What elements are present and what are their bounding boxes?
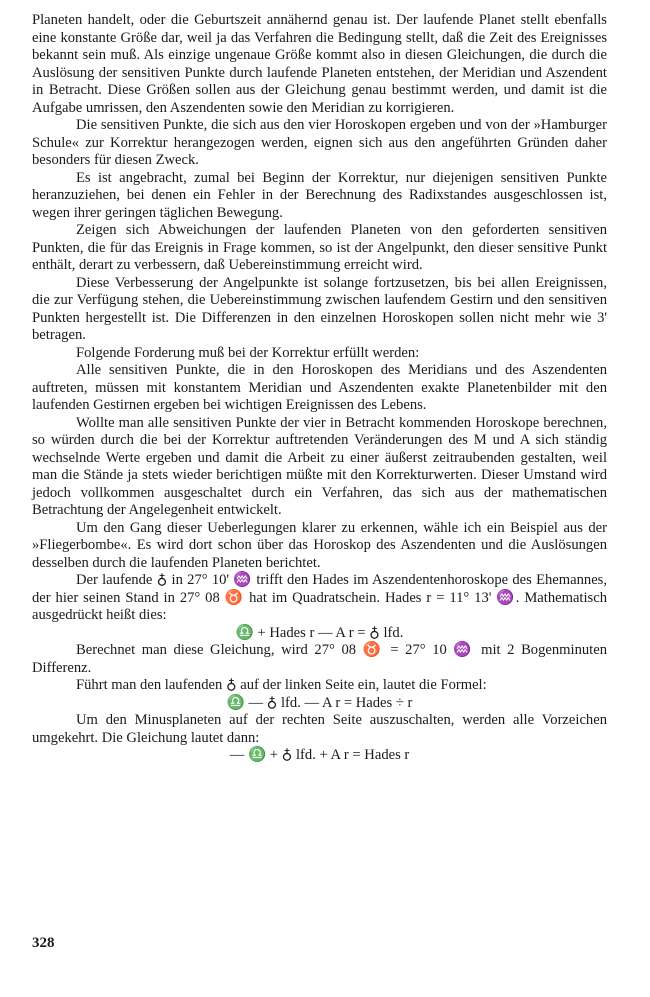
paragraph-1: Planeten handelt, oder die Geburtszeit annähernd genau ist. Der laufende Planet stellt ebenfalls eine konstante Größe dar, weil ja das Verfahren die Bedingung stellt, daß die Zeit des Ereignisses bekannt sein muß. Als einzige ungenaue Größe kommt also in diesen Gleichungen, die durch die Auslösung der sensitiven Punkte durch laufende Planeten entstehen, der Meridian und Aszendent in Betracht. Diese Größen sollen aus der Gleichung genau bestimmt werden, und damit ist die Aufgabe umrissen, den Aszendenten sowie den Meridian zu korrigieren.	[32, 12, 607, 116]
paragraph-7: Alle sensitiven Punkte, die in den Horoskopen des Meridians und des Aszendenten auftreten, müssen mit konstantem Meridian und Aszendenten exakte Planetenbilder mit den laufenden Gestirnen ergeben bei wichtigen Ereignissen des Lebens.	[32, 362, 607, 413]
paragraph-13: Um den Minusplaneten auf der rechten Seite auszuschalten, werden alle Vorzeichen umgekehrt. Die Gleichung lautet dann:	[32, 712, 607, 746]
paragraph-5: Diese Verbesserung der Angelpunkte ist solange fortzusetzen, bis bei allen Ereignissen, die zur Verfügung stehen, die Uebereinstimmung zwischen laufendem Gestirn und den sensitiven Punkten hergestellt ist. Die Differenzen in den einzelnen Horoskopen sollen nicht mehr wie 3' betragen.	[32, 274, 607, 343]
paragraph-6: Folgende Forderung muß bei der Korrektur erfüllt werden:	[76, 344, 420, 361]
paragraph-2: Die sensitiven Punkte, die sich aus den vier Horoskopen ergeben und von der »Hamburger Schule« zur Korrektur herangezogen werden, eignen sich aus den angeführten Gründen daher besonders für diesen Zweck.	[32, 117, 607, 168]
page-number: 328	[32, 935, 55, 951]
paragraph-4: Zeigen sich Abweichungen der laufenden Planeten von den geforderten sensitiven Punkten, die für das Ereignis in Frage kommen, so ist der Angelpunkt, den dieser sensitive Punkt enthält, derart zu verbessern, daß Uebereinstimmung erreicht wird.	[32, 222, 607, 273]
paragraph-8: Wollte man alle sensitiven Punkte der vier in Betracht kommenden Horoskope berechnen, so würden durch die bei der Korrektur auftretenden Veränderungen des M und A sich ständig wechselnde Werte ergeben und damit die Arbeit zu einer äußerst zeitraubenden gestalten, weil man die Stände ja stets wieder berichtigen müßte mit den Korrekturwerten. Dieser Umstand wird jedoch vollkommen ausgeschaltet durch ein Verfahren, das sich aus der mathematischen Betrachtung der Angelegenheit entwickelt.	[32, 414, 607, 518]
page-body	[32, 12, 607, 765]
paragraph-11: Berechnet man diese Gleichung, wird 27° 08 ♉ = 27° 10 ♒ mit 2 Bogenminuten Differenz.	[32, 642, 607, 676]
paragraph-3: Es ist angebracht, zumal bei Beginn der Korrektur, nur diejenigen sensitiven Punkte heranzuziehen, bei denen ein Fehler in der Berechnung des Radixstandes ausgeschlossen ist, wegen ihrer geringen täglichen Bewegung.	[32, 169, 607, 221]
paragraph-9: Um den Gang dieser Ueberlegungen klarer zu erkennen, wähle ich ein Beispiel aus der »Fliegerbombe«. Es wird dort schon über das Horoskop des Aszendenten und die Auslösungen desselben durch die laufenden Planeten berichtet.	[32, 519, 607, 571]
paragraph-12: Führt man den laufenden ♁ auf der linken Seite ein, lautet die Formel:	[76, 677, 487, 693]
formula-2: ♎ — ♁ lfd. — A r = Hades ÷ r	[226, 694, 413, 711]
paragraph-10: Der laufende ♁ in 27° 10' ♒ trifft den Hades im Aszendentenhoroskope des Ehemannes, der hier seinen Stand in 27° 08 ♉ hat im Quadratschein. Hades r = 11° 13' ♒. Mathematisch ausgedrückt heißt dies:	[32, 572, 607, 623]
formula-3: — ♎ + ♁ lfd. + A r = Hades r	[229, 747, 410, 763]
formula-1: ♎ + Hades r — A r = ♁ lfd.	[235, 624, 404, 641]
